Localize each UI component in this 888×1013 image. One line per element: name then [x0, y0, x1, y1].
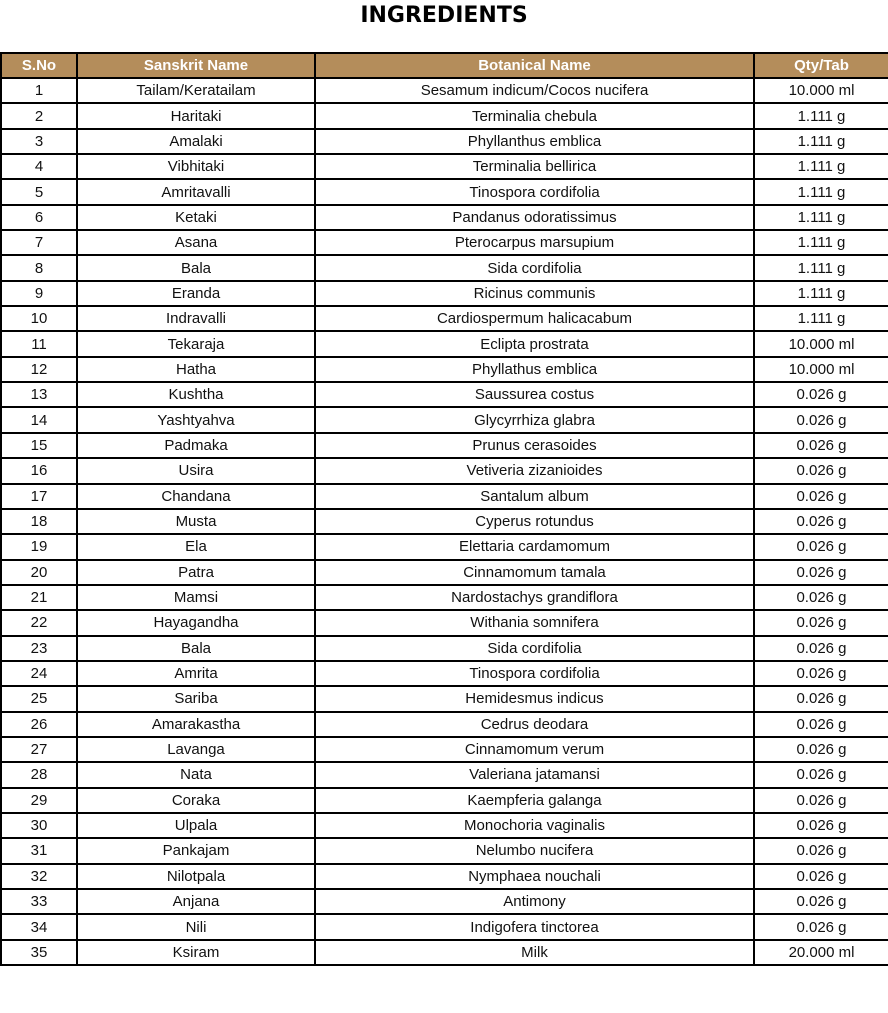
- cell-botanical-name: Cinnamomum tamala: [315, 560, 754, 585]
- cell-sanskrit-name: Pankajam: [77, 838, 315, 863]
- cell-qty-tab: 0.026 g: [754, 433, 888, 458]
- cell-sanskrit-name: Bala: [77, 255, 315, 280]
- cell-sanskrit-name: Sariba: [77, 686, 315, 711]
- cell-sanskrit-name: Coraka: [77, 788, 315, 813]
- ingredients-table: [0, 52, 888, 966]
- table-row: [1, 331, 888, 356]
- cell-sno: 31: [1, 838, 77, 863]
- page-title: INGREDIENTS: [360, 3, 528, 28]
- cell-sanskrit-name: Lavanga: [77, 737, 315, 762]
- cell-qty-tab: 1.111 g: [754, 205, 888, 230]
- cell-qty-tab: 0.026 g: [754, 914, 888, 939]
- cell-sno: 28: [1, 762, 77, 787]
- cell-botanical-name: Cyperus rotundus: [315, 509, 754, 534]
- cell-sno: 1: [1, 78, 77, 103]
- cell-sanskrit-name: Amalaki: [77, 129, 315, 154]
- table-row: [1, 889, 888, 914]
- cell-sanskrit-name: Indravalli: [77, 306, 315, 331]
- cell-botanical-name: Sida cordifolia: [315, 255, 754, 280]
- cell-sanskrit-name: Usira: [77, 458, 315, 483]
- cell-sno: 30: [1, 813, 77, 838]
- cell-botanical-name: Pterocarpus marsupium: [315, 230, 754, 255]
- cell-qty-tab: 0.026 g: [754, 636, 888, 661]
- cell-sanskrit-name: Haritaki: [77, 103, 315, 128]
- cell-botanical-name: Cardiospermum halicacabum: [315, 306, 754, 331]
- table-row: [1, 382, 888, 407]
- cell-sanskrit-name: Bala: [77, 636, 315, 661]
- table-row: [1, 205, 888, 230]
- cell-sanskrit-name: Ela: [77, 534, 315, 559]
- cell-botanical-name: Kaempferia galanga: [315, 788, 754, 813]
- cell-sno: 24: [1, 661, 77, 686]
- cell-botanical-name: Glycyrrhiza glabra: [315, 407, 754, 432]
- cell-qty-tab: 0.026 g: [754, 509, 888, 534]
- cell-botanical-name: Eclipta prostrata: [315, 331, 754, 356]
- cell-sanskrit-name: Nili: [77, 914, 315, 939]
- cell-botanical-name: Pandanus odoratissimus: [315, 205, 754, 230]
- cell-sno: 21: [1, 585, 77, 610]
- cell-qty-tab: 0.026 g: [754, 534, 888, 559]
- cell-qty-tab: 10.000 ml: [754, 331, 888, 356]
- cell-qty-tab: 0.026 g: [754, 382, 888, 407]
- cell-botanical-name: Sesamum indicum/Cocos nucifera: [315, 78, 754, 103]
- cell-qty-tab: 10.000 ml: [754, 357, 888, 382]
- cell-qty-tab: 1.111 g: [754, 255, 888, 280]
- table-row: [1, 534, 888, 559]
- cell-sanskrit-name: Mamsi: [77, 585, 315, 610]
- cell-botanical-name: Antimony: [315, 889, 754, 914]
- cell-botanical-name: Elettaria cardamomum: [315, 534, 754, 559]
- cell-sno: 29: [1, 788, 77, 813]
- cell-sno: 35: [1, 940, 77, 965]
- table-row: [1, 712, 888, 737]
- cell-sanskrit-name: Ksiram: [77, 940, 315, 965]
- table-row: [1, 838, 888, 863]
- cell-sanskrit-name: Hayagandha: [77, 610, 315, 635]
- table-row: [1, 458, 888, 483]
- cell-botanical-name: Withania somnifera: [315, 610, 754, 635]
- cell-sanskrit-name: Nata: [77, 762, 315, 787]
- table-row: [1, 762, 888, 787]
- cell-sno: 16: [1, 458, 77, 483]
- table-row: [1, 103, 888, 128]
- cell-sno: 19: [1, 534, 77, 559]
- cell-botanical-name: Phyllathus emblica: [315, 357, 754, 382]
- cell-botanical-name: Prunus cerasoides: [315, 433, 754, 458]
- table-row: [1, 230, 888, 255]
- cell-sno: 9: [1, 281, 77, 306]
- header-qty-tab: Qty/Tab: [754, 53, 888, 78]
- cell-qty-tab: 1.111 g: [754, 154, 888, 179]
- cell-qty-tab: 0.026 g: [754, 813, 888, 838]
- cell-botanical-name: Terminalia bellirica: [315, 154, 754, 179]
- cell-qty-tab: 0.026 g: [754, 864, 888, 889]
- table-row: [1, 585, 888, 610]
- cell-sanskrit-name: Anjana: [77, 889, 315, 914]
- table-row: [1, 509, 888, 534]
- cell-botanical-name: Tinospora cordifolia: [315, 661, 754, 686]
- cell-sanskrit-name: Ulpala: [77, 813, 315, 838]
- cell-sno: 6: [1, 205, 77, 230]
- header-sno: S.No: [1, 53, 77, 78]
- cell-qty-tab: 1.111 g: [754, 281, 888, 306]
- cell-botanical-name: Terminalia chebula: [315, 103, 754, 128]
- cell-sanskrit-name: Amrita: [77, 661, 315, 686]
- cell-botanical-name: Monochoria vaginalis: [315, 813, 754, 838]
- table-row: [1, 914, 888, 939]
- cell-qty-tab: 0.026 g: [754, 560, 888, 585]
- cell-sanskrit-name: Eranda: [77, 281, 315, 306]
- cell-sanskrit-name: Padmaka: [77, 433, 315, 458]
- cell-qty-tab: 1.111 g: [754, 103, 888, 128]
- cell-sno: 7: [1, 230, 77, 255]
- table-row: [1, 255, 888, 280]
- cell-sno: 2: [1, 103, 77, 128]
- header-sanskrit-name: Sanskrit Name: [77, 53, 315, 78]
- cell-qty-tab: 0.026 g: [754, 889, 888, 914]
- cell-botanical-name: Tinospora cordifolia: [315, 179, 754, 204]
- table-row: [1, 179, 888, 204]
- table-row: [1, 813, 888, 838]
- cell-sno: 33: [1, 889, 77, 914]
- cell-qty-tab: 0.026 g: [754, 407, 888, 432]
- cell-qty-tab: 0.026 g: [754, 788, 888, 813]
- cell-qty-tab: 1.111 g: [754, 129, 888, 154]
- table-row: [1, 737, 888, 762]
- cell-sno: 22: [1, 610, 77, 635]
- table-row: [1, 560, 888, 585]
- cell-botanical-name: Vetiveria zizanioides: [315, 458, 754, 483]
- table-row: [1, 788, 888, 813]
- cell-qty-tab: 20.000 ml: [754, 940, 888, 965]
- table-row: [1, 636, 888, 661]
- cell-sno: 3: [1, 129, 77, 154]
- cell-botanical-name: Milk: [315, 940, 754, 965]
- cell-qty-tab: 0.026 g: [754, 610, 888, 635]
- cell-botanical-name: Hemidesmus indicus: [315, 686, 754, 711]
- cell-qty-tab: 0.026 g: [754, 762, 888, 787]
- cell-botanical-name: Valeriana jatamansi: [315, 762, 754, 787]
- cell-sno: 34: [1, 914, 77, 939]
- cell-qty-tab: 0.026 g: [754, 838, 888, 863]
- cell-qty-tab: 1.111 g: [754, 230, 888, 255]
- table-row: [1, 357, 888, 382]
- cell-botanical-name: Santalum album: [315, 484, 754, 509]
- cell-sno: 27: [1, 737, 77, 762]
- table-header-row: [1, 53, 888, 78]
- cell-sanskrit-name: Tailam/Keratailam: [77, 78, 315, 103]
- table-row: [1, 661, 888, 686]
- cell-sanskrit-name: Vibhitaki: [77, 154, 315, 179]
- cell-botanical-name: Phyllanthus emblica: [315, 129, 754, 154]
- cell-sno: 25: [1, 686, 77, 711]
- table-body: [1, 78, 888, 965]
- cell-qty-tab: 0.026 g: [754, 712, 888, 737]
- cell-qty-tab: 0.026 g: [754, 585, 888, 610]
- cell-sno: 32: [1, 864, 77, 889]
- cell-qty-tab: 0.026 g: [754, 737, 888, 762]
- table-row: [1, 610, 888, 635]
- cell-sanskrit-name: Chandana: [77, 484, 315, 509]
- cell-botanical-name: Indigofera tinctorea: [315, 914, 754, 939]
- header-botanical-name: Botanical Name: [315, 53, 754, 78]
- cell-botanical-name: Cinnamomum verum: [315, 737, 754, 762]
- cell-sno: 5: [1, 179, 77, 204]
- cell-qty-tab: 0.026 g: [754, 484, 888, 509]
- cell-qty-tab: 1.111 g: [754, 179, 888, 204]
- cell-sanskrit-name: Amarakastha: [77, 712, 315, 737]
- cell-sno: 10: [1, 306, 77, 331]
- cell-botanical-name: Nelumbo nucifera: [315, 838, 754, 863]
- cell-sno: 18: [1, 509, 77, 534]
- cell-qty-tab: 1.111 g: [754, 306, 888, 331]
- cell-sanskrit-name: Kushtha: [77, 382, 315, 407]
- cell-sno: 20: [1, 560, 77, 585]
- cell-botanical-name: Nardostachys grandiflora: [315, 585, 754, 610]
- cell-sno: 14: [1, 407, 77, 432]
- cell-sanskrit-name: Musta: [77, 509, 315, 534]
- table-row: [1, 281, 888, 306]
- cell-sno: 4: [1, 154, 77, 179]
- cell-botanical-name: Cedrus deodara: [315, 712, 754, 737]
- cell-sno: 13: [1, 382, 77, 407]
- cell-sno: 8: [1, 255, 77, 280]
- cell-botanical-name: Ricinus communis: [315, 281, 754, 306]
- cell-sanskrit-name: Asana: [77, 230, 315, 255]
- cell-sanskrit-name: Tekaraja: [77, 331, 315, 356]
- cell-sanskrit-name: Nilotpala: [77, 864, 315, 889]
- cell-botanical-name: Sida cordifolia: [315, 636, 754, 661]
- cell-sno: 15: [1, 433, 77, 458]
- cell-sanskrit-name: Amritavalli: [77, 179, 315, 204]
- cell-sno: 26: [1, 712, 77, 737]
- cell-qty-tab: 0.026 g: [754, 686, 888, 711]
- cell-qty-tab: 10.000 ml: [754, 78, 888, 103]
- cell-sanskrit-name: Hatha: [77, 357, 315, 382]
- cell-sanskrit-name: Ketaki: [77, 205, 315, 230]
- table-row: [1, 306, 888, 331]
- table-row: [1, 484, 888, 509]
- cell-sno: 17: [1, 484, 77, 509]
- cell-sanskrit-name: Yashtyahva: [77, 407, 315, 432]
- table-row: [1, 433, 888, 458]
- table-row: [1, 154, 888, 179]
- cell-sno: 11: [1, 331, 77, 356]
- cell-sno: 12: [1, 357, 77, 382]
- cell-qty-tab: 0.026 g: [754, 661, 888, 686]
- cell-qty-tab: 0.026 g: [754, 458, 888, 483]
- table-row: [1, 686, 888, 711]
- table-row: [1, 129, 888, 154]
- table-row: [1, 940, 888, 965]
- table-row: [1, 407, 888, 432]
- cell-botanical-name: Saussurea costus: [315, 382, 754, 407]
- table-row: [1, 864, 888, 889]
- table-row: [1, 78, 888, 103]
- cell-sanskrit-name: Patra: [77, 560, 315, 585]
- cell-sno: 23: [1, 636, 77, 661]
- cell-botanical-name: Nymphaea nouchali: [315, 864, 754, 889]
